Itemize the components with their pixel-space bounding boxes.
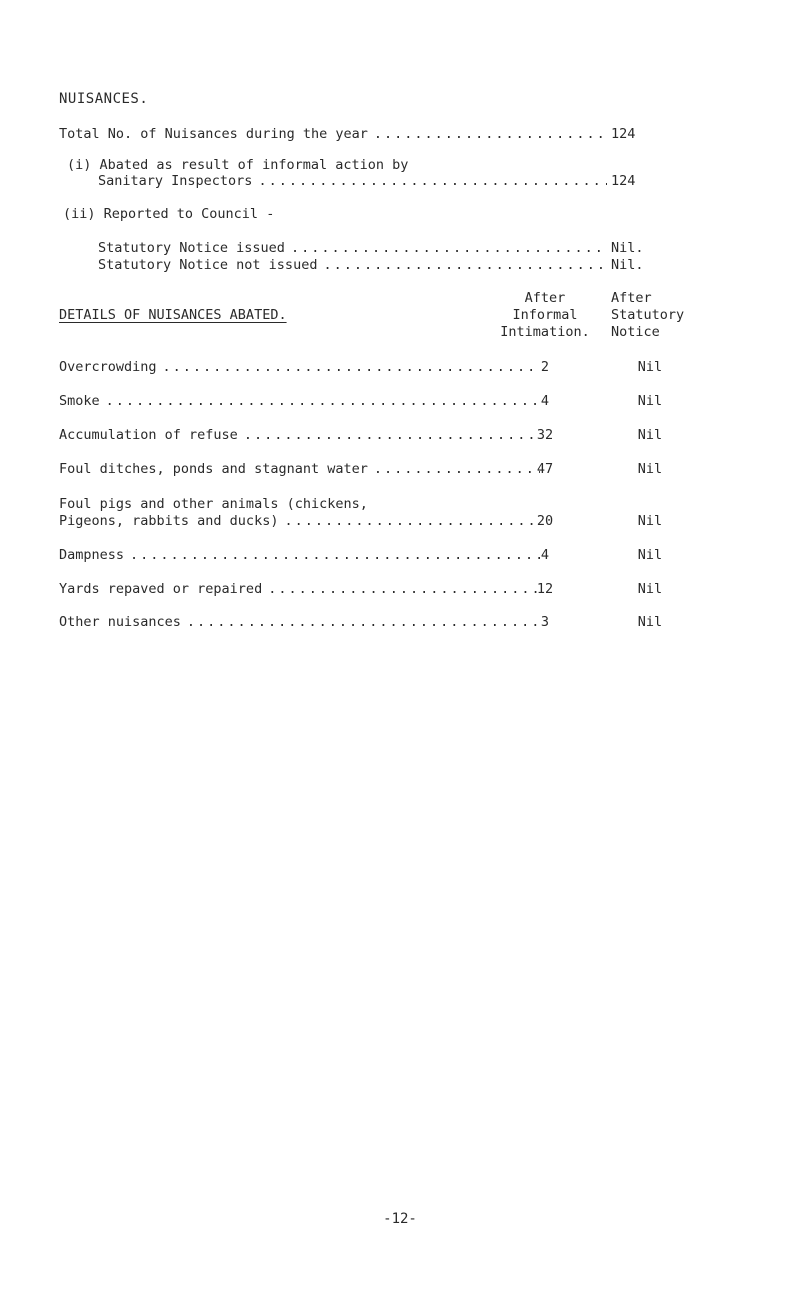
abated-label-line2: Sanitary Inspectors [98, 173, 253, 189]
row-informal-value: 3 [540, 614, 550, 630]
row-statutory-value: Nil [637, 427, 663, 443]
row-statutory-value: Nil [637, 393, 663, 409]
leader-dots [291, 240, 607, 257]
row-statutory-value: Nil [637, 614, 663, 630]
details-heading: DETAILS OF NUISANCES ABATED. [59, 307, 287, 323]
abated-row [98, 173, 611, 190]
table-row [59, 547, 544, 564]
row-informal-value: 32 [536, 427, 554, 443]
col-informal-header-line3: Intimation. [500, 324, 590, 340]
col-statutory-header-line2: Statutory [611, 307, 685, 323]
table-row [59, 359, 544, 376]
row-informal-value: 47 [536, 461, 554, 477]
statutory-not-issued-value: Nil. [611, 257, 644, 273]
statutory-issued-row [98, 240, 611, 257]
total-nuisances-label: Total No. of Nuisances during the year [59, 126, 368, 142]
leader-dots [163, 359, 540, 376]
col-informal-header-line2: Informal [512, 307, 578, 323]
leader-dots [244, 427, 540, 444]
row-statutory-value: Nil [637, 359, 663, 375]
abated-value: 124 [611, 173, 636, 189]
table-row [59, 581, 544, 598]
total-nuisances-value: 124 [611, 126, 636, 142]
row-label: Accumulation of refuse [59, 427, 238, 443]
row-label: Yards repaved or repaired [59, 581, 263, 597]
row-statutory-value: Nil [637, 461, 663, 477]
row-informal-value: 12 [536, 581, 554, 597]
row-label: Pigeons, rabbits and ducks) [59, 513, 279, 529]
row-label: Other nuisances [59, 614, 181, 630]
abated-label-line1: (i) Abated as result of informal action by [67, 157, 409, 173]
statutory-issued-value: Nil. [611, 240, 644, 256]
leader-dots [258, 173, 607, 190]
statutory-not-issued-row [98, 257, 611, 274]
table-row [59, 614, 544, 631]
row-statutory-value: Nil [637, 513, 663, 529]
table-row [59, 393, 544, 410]
row-label: Smoke [59, 393, 100, 409]
row-informal-value: 4 [540, 547, 550, 563]
row-label: Foul ditches, ponds and stagnant water [59, 461, 368, 477]
table-row [59, 427, 544, 444]
col-statutory-header-line3: Notice [611, 324, 660, 340]
row-statutory-value: Nil [637, 547, 663, 563]
reported-label: (ii) Reported to Council - [63, 206, 275, 222]
leader-dots [187, 614, 540, 631]
col-informal-header-line1: After [524, 290, 566, 306]
leader-dots [323, 257, 607, 274]
leader-dots [268, 581, 540, 598]
table-row [59, 461, 544, 478]
row-statutory-value: Nil [637, 581, 663, 597]
table-row [59, 513, 544, 530]
col-statutory-header-line1: After [611, 290, 652, 306]
row-informal-value: 2 [540, 359, 550, 375]
leader-dots [284, 513, 540, 530]
statutory-not-issued-label: Statutory Notice not issued [98, 257, 318, 273]
row-label: Dampness [59, 547, 125, 563]
total-nuisances-row [59, 126, 611, 143]
page-title: NUISANCES. [59, 91, 149, 107]
row-informal-value: 20 [536, 513, 554, 529]
row-informal-value: 4 [540, 393, 550, 409]
leader-dots [374, 126, 607, 143]
leader-dots [130, 547, 540, 564]
page-number: -12- [383, 1211, 417, 1227]
leader-dots [106, 393, 540, 410]
row-label: Overcrowding [59, 359, 157, 375]
statutory-issued-label: Statutory Notice issued [98, 240, 285, 256]
row-label-line1: Foul pigs and other animals (chickens, [59, 496, 368, 512]
